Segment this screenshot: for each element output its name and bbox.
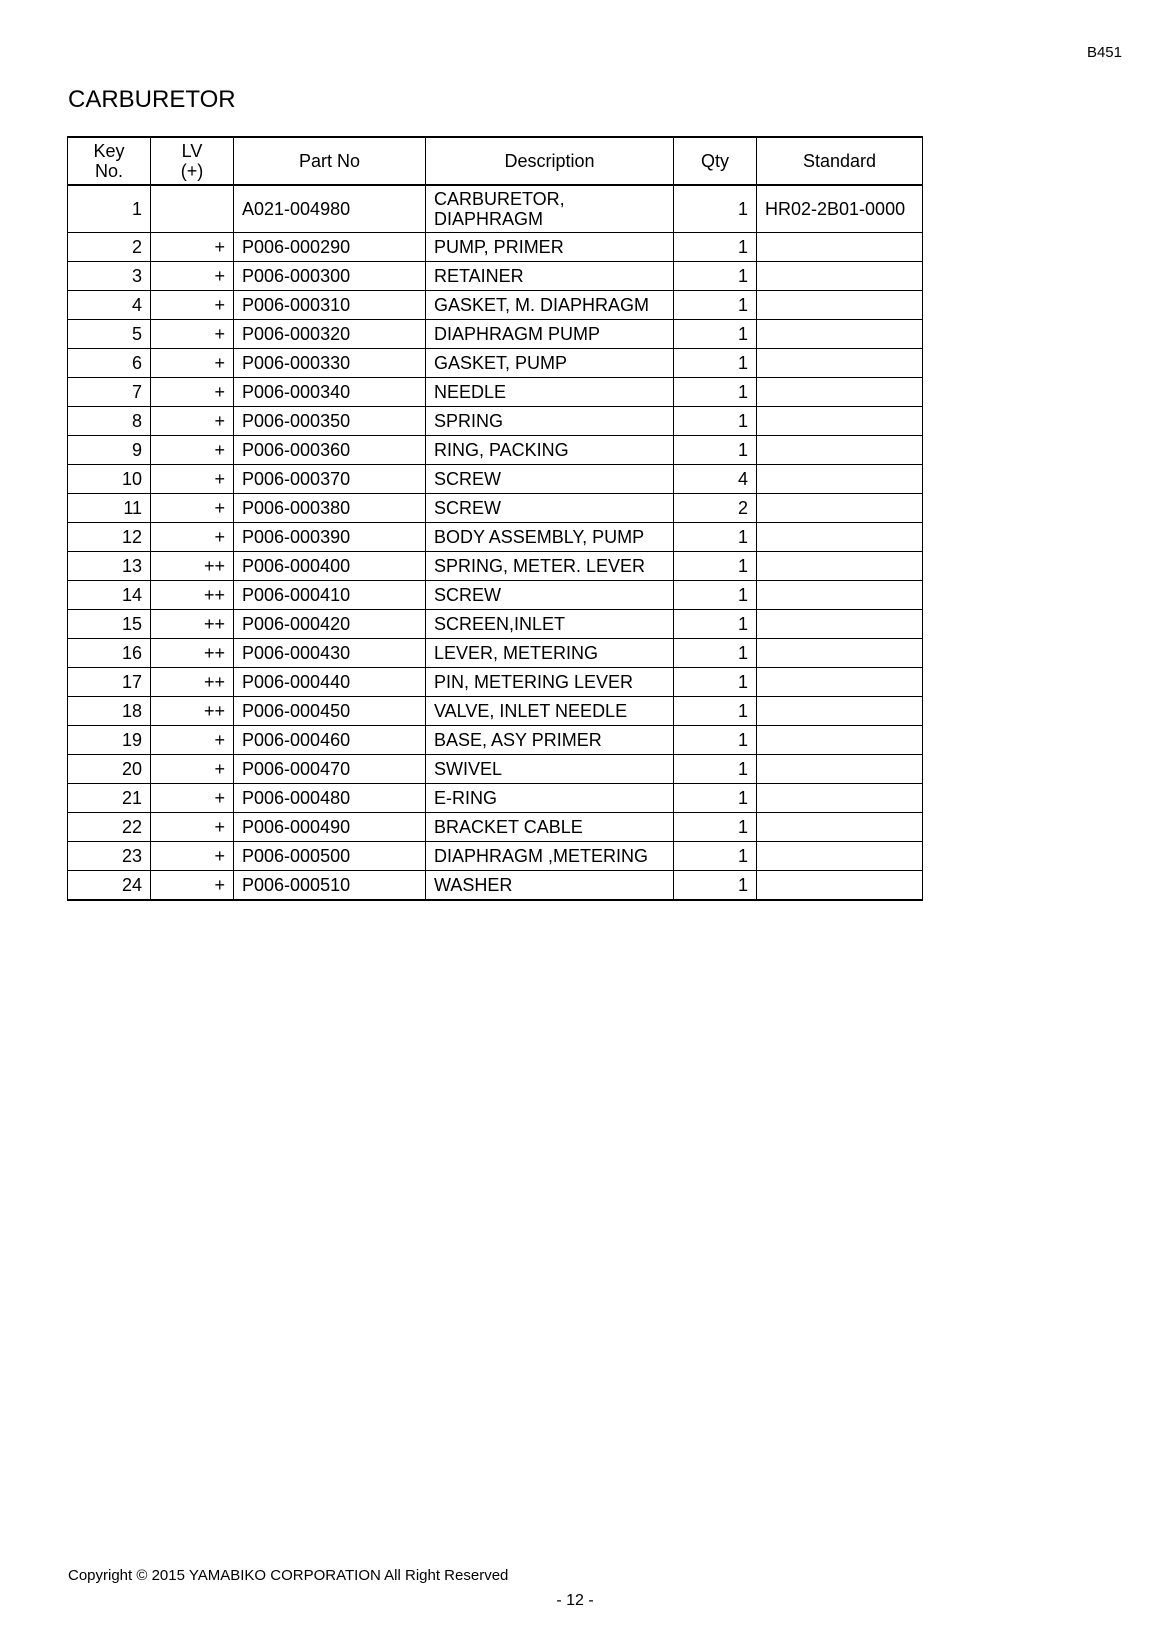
- standard-cell: [757, 320, 923, 349]
- key-no-cell: 20: [68, 755, 151, 784]
- description-cell: RETAINER: [426, 262, 674, 291]
- part-no-cell: P006-000500: [234, 842, 426, 871]
- qty-cell: 1: [674, 378, 757, 407]
- table-row: [68, 668, 923, 697]
- qty-cell: 2: [674, 494, 757, 523]
- qty-cell: 1: [674, 523, 757, 552]
- description-cell: DIAPHRAGM PUMP: [426, 320, 674, 349]
- standard-cell: [757, 262, 923, 291]
- table-header-row: [68, 137, 923, 185]
- standard-cell: [757, 639, 923, 668]
- standard-cell: [757, 233, 923, 262]
- key-no-cell: 16: [68, 639, 151, 668]
- column-header-key-no: Key No.: [68, 137, 151, 185]
- key-no-cell: 7: [68, 378, 151, 407]
- part-no-cell: P006-000420: [234, 610, 426, 639]
- table-row: [68, 262, 923, 291]
- lv-cell: +: [151, 407, 234, 436]
- lv-cell: +: [151, 523, 234, 552]
- table-row: [68, 465, 923, 494]
- part-no-cell: P006-000310: [234, 291, 426, 320]
- standard-cell: [757, 523, 923, 552]
- key-no-cell: 9: [68, 436, 151, 465]
- key-no-cell: 22: [68, 813, 151, 842]
- key-no-cell: 10: [68, 465, 151, 494]
- standard-cell: [757, 784, 923, 813]
- description-cell: VALVE, INLET NEEDLE: [426, 697, 674, 726]
- standard-cell: HR02-2B01-0000: [757, 185, 923, 233]
- description-cell: PUMP, PRIMER: [426, 233, 674, 262]
- lv-cell: ++: [151, 668, 234, 697]
- part-no-cell: A021-004980: [234, 185, 426, 233]
- table-row: [68, 552, 923, 581]
- lv-cell: +: [151, 842, 234, 871]
- table-row: [68, 185, 923, 233]
- qty-cell: 1: [674, 233, 757, 262]
- qty-cell: 1: [674, 726, 757, 755]
- lv-cell: ++: [151, 697, 234, 726]
- key-no-cell: 18: [68, 697, 151, 726]
- standard-cell: [757, 697, 923, 726]
- column-header-standard: Standard: [757, 137, 923, 185]
- part-no-cell: P006-000430: [234, 639, 426, 668]
- key-no-cell: 5: [68, 320, 151, 349]
- qty-cell: 4: [674, 465, 757, 494]
- description-cell: SCREW: [426, 494, 674, 523]
- qty-cell: 1: [674, 552, 757, 581]
- standard-cell: [757, 726, 923, 755]
- column-header-part-no: Part No: [234, 137, 426, 185]
- qty-cell: 1: [674, 291, 757, 320]
- part-no-cell: P006-000370: [234, 465, 426, 494]
- description-cell: SPRING, METER. LEVER: [426, 552, 674, 581]
- qty-cell: 1: [674, 639, 757, 668]
- table-row: [68, 784, 923, 813]
- key-no-cell: 8: [68, 407, 151, 436]
- qty-cell: 1: [674, 697, 757, 726]
- qty-cell: 1: [674, 262, 757, 291]
- qty-cell: 1: [674, 842, 757, 871]
- lv-cell: +: [151, 349, 234, 378]
- qty-cell: 1: [674, 407, 757, 436]
- part-no-cell: P006-000390: [234, 523, 426, 552]
- key-no-cell: 1: [68, 185, 151, 233]
- table-row: [68, 610, 923, 639]
- standard-cell: [757, 465, 923, 494]
- key-no-cell: 11: [68, 494, 151, 523]
- description-cell: RING, PACKING: [426, 436, 674, 465]
- lv-cell: [151, 185, 234, 233]
- lv-cell: +: [151, 494, 234, 523]
- standard-cell: [757, 610, 923, 639]
- standard-cell: [757, 552, 923, 581]
- standard-cell: [757, 291, 923, 320]
- column-header-description: Description: [426, 137, 674, 185]
- description-cell: SPRING: [426, 407, 674, 436]
- qty-cell: 1: [674, 349, 757, 378]
- lv-cell: ++: [151, 581, 234, 610]
- standard-cell: [757, 436, 923, 465]
- table-row: [68, 320, 923, 349]
- parts-table: [67, 136, 923, 901]
- key-no-cell: 17: [68, 668, 151, 697]
- table-row: [68, 871, 923, 901]
- part-no-cell: P006-000290: [234, 233, 426, 262]
- part-no-cell: P006-000360: [234, 436, 426, 465]
- table-row: [68, 436, 923, 465]
- qty-cell: 1: [674, 581, 757, 610]
- part-no-cell: P006-000410: [234, 581, 426, 610]
- key-no-cell: 3: [68, 262, 151, 291]
- table-row: [68, 755, 923, 784]
- lv-cell: +: [151, 784, 234, 813]
- description-cell: SCREEN,INLET: [426, 610, 674, 639]
- document-code: B451: [1086, 44, 1122, 61]
- key-no-cell: 12: [68, 523, 151, 552]
- table-row: [68, 813, 923, 842]
- page-number: - 12 -: [556, 1592, 594, 1609]
- part-no-cell: P006-000350: [234, 407, 426, 436]
- part-no-cell: P006-000340: [234, 378, 426, 407]
- qty-cell: 1: [674, 871, 757, 901]
- table-row: [68, 726, 923, 755]
- standard-cell: [757, 349, 923, 378]
- standard-cell: [757, 378, 923, 407]
- part-no-cell: P006-000470: [234, 755, 426, 784]
- lv-cell: +: [151, 291, 234, 320]
- part-no-cell: P006-000320: [234, 320, 426, 349]
- lv-cell: +: [151, 755, 234, 784]
- qty-cell: 1: [674, 784, 757, 813]
- description-cell: SCREW: [426, 465, 674, 494]
- lv-cell: +: [151, 233, 234, 262]
- part-no-cell: P006-000480: [234, 784, 426, 813]
- key-no-cell: 2: [68, 233, 151, 262]
- part-no-cell: P006-000490: [234, 813, 426, 842]
- standard-cell: [757, 494, 923, 523]
- key-no-cell: 15: [68, 610, 151, 639]
- description-cell: WASHER: [426, 871, 674, 901]
- part-no-cell: P006-000440: [234, 668, 426, 697]
- part-no-cell: P006-000330: [234, 349, 426, 378]
- description-cell: BASE, ASY PRIMER: [426, 726, 674, 755]
- lv-cell: ++: [151, 552, 234, 581]
- lv-cell: ++: [151, 639, 234, 668]
- table-row: [68, 842, 923, 871]
- qty-cell: 1: [674, 320, 757, 349]
- description-cell: NEEDLE: [426, 378, 674, 407]
- description-cell: SCREW: [426, 581, 674, 610]
- description-cell: E-RING: [426, 784, 674, 813]
- qty-cell: 1: [674, 610, 757, 639]
- description-cell: SWIVEL: [426, 755, 674, 784]
- description-cell: LEVER, METERING: [426, 639, 674, 668]
- key-no-cell: 13: [68, 552, 151, 581]
- description-cell: CARBURETOR, DIAPHRAGM: [426, 185, 674, 233]
- key-no-cell: 23: [68, 842, 151, 871]
- parts-table-body: [68, 185, 923, 900]
- description-cell: GASKET, PUMP: [426, 349, 674, 378]
- key-no-cell: 21: [68, 784, 151, 813]
- standard-cell: [757, 668, 923, 697]
- column-header-qty: Qty: [674, 137, 757, 185]
- key-no-cell: 24: [68, 871, 151, 901]
- part-no-cell: P006-000510: [234, 871, 426, 901]
- part-no-cell: P006-000400: [234, 552, 426, 581]
- key-no-cell: 19: [68, 726, 151, 755]
- lv-cell: +: [151, 320, 234, 349]
- table-row: [68, 494, 923, 523]
- qty-cell: 1: [674, 813, 757, 842]
- copyright-notice: Copyright © 2015 YAMABIKO CORPORATION All Right Reserved: [68, 1567, 509, 1584]
- lv-cell: +: [151, 262, 234, 291]
- description-cell: BRACKET CABLE: [426, 813, 674, 842]
- table-row: [68, 639, 923, 668]
- key-no-cell: 4: [68, 291, 151, 320]
- table-row: [68, 581, 923, 610]
- standard-cell: [757, 871, 923, 901]
- qty-cell: 1: [674, 436, 757, 465]
- column-header-lv: LV (+): [151, 137, 234, 185]
- lv-cell: +: [151, 465, 234, 494]
- table-row: [68, 523, 923, 552]
- key-no-cell: 6: [68, 349, 151, 378]
- lv-cell: +: [151, 378, 234, 407]
- qty-cell: 1: [674, 755, 757, 784]
- part-no-cell: P006-000450: [234, 697, 426, 726]
- part-no-cell: P006-000300: [234, 262, 426, 291]
- lv-cell: +: [151, 813, 234, 842]
- table-row: [68, 697, 923, 726]
- description-cell: GASKET, M. DIAPHRAGM: [426, 291, 674, 320]
- standard-cell: [757, 407, 923, 436]
- standard-cell: [757, 581, 923, 610]
- table-row: [68, 233, 923, 262]
- table-row: [68, 407, 923, 436]
- table-row: [68, 291, 923, 320]
- part-no-cell: P006-000380: [234, 494, 426, 523]
- standard-cell: [757, 842, 923, 871]
- description-cell: DIAPHRAGM ,METERING: [426, 842, 674, 871]
- standard-cell: [757, 755, 923, 784]
- lv-cell: +: [151, 726, 234, 755]
- lv-cell: +: [151, 871, 234, 901]
- qty-cell: 1: [674, 668, 757, 697]
- part-no-cell: P006-000460: [234, 726, 426, 755]
- table-row: [68, 378, 923, 407]
- description-cell: BODY ASSEMBLY, PUMP: [426, 523, 674, 552]
- table-row: [68, 349, 923, 378]
- description-cell: PIN, METERING LEVER: [426, 668, 674, 697]
- standard-cell: [757, 813, 923, 842]
- key-no-cell: 14: [68, 581, 151, 610]
- lv-cell: ++: [151, 610, 234, 639]
- lv-cell: +: [151, 436, 234, 465]
- qty-cell: 1: [674, 185, 757, 233]
- page-title: CARBURETOR: [68, 86, 236, 113]
